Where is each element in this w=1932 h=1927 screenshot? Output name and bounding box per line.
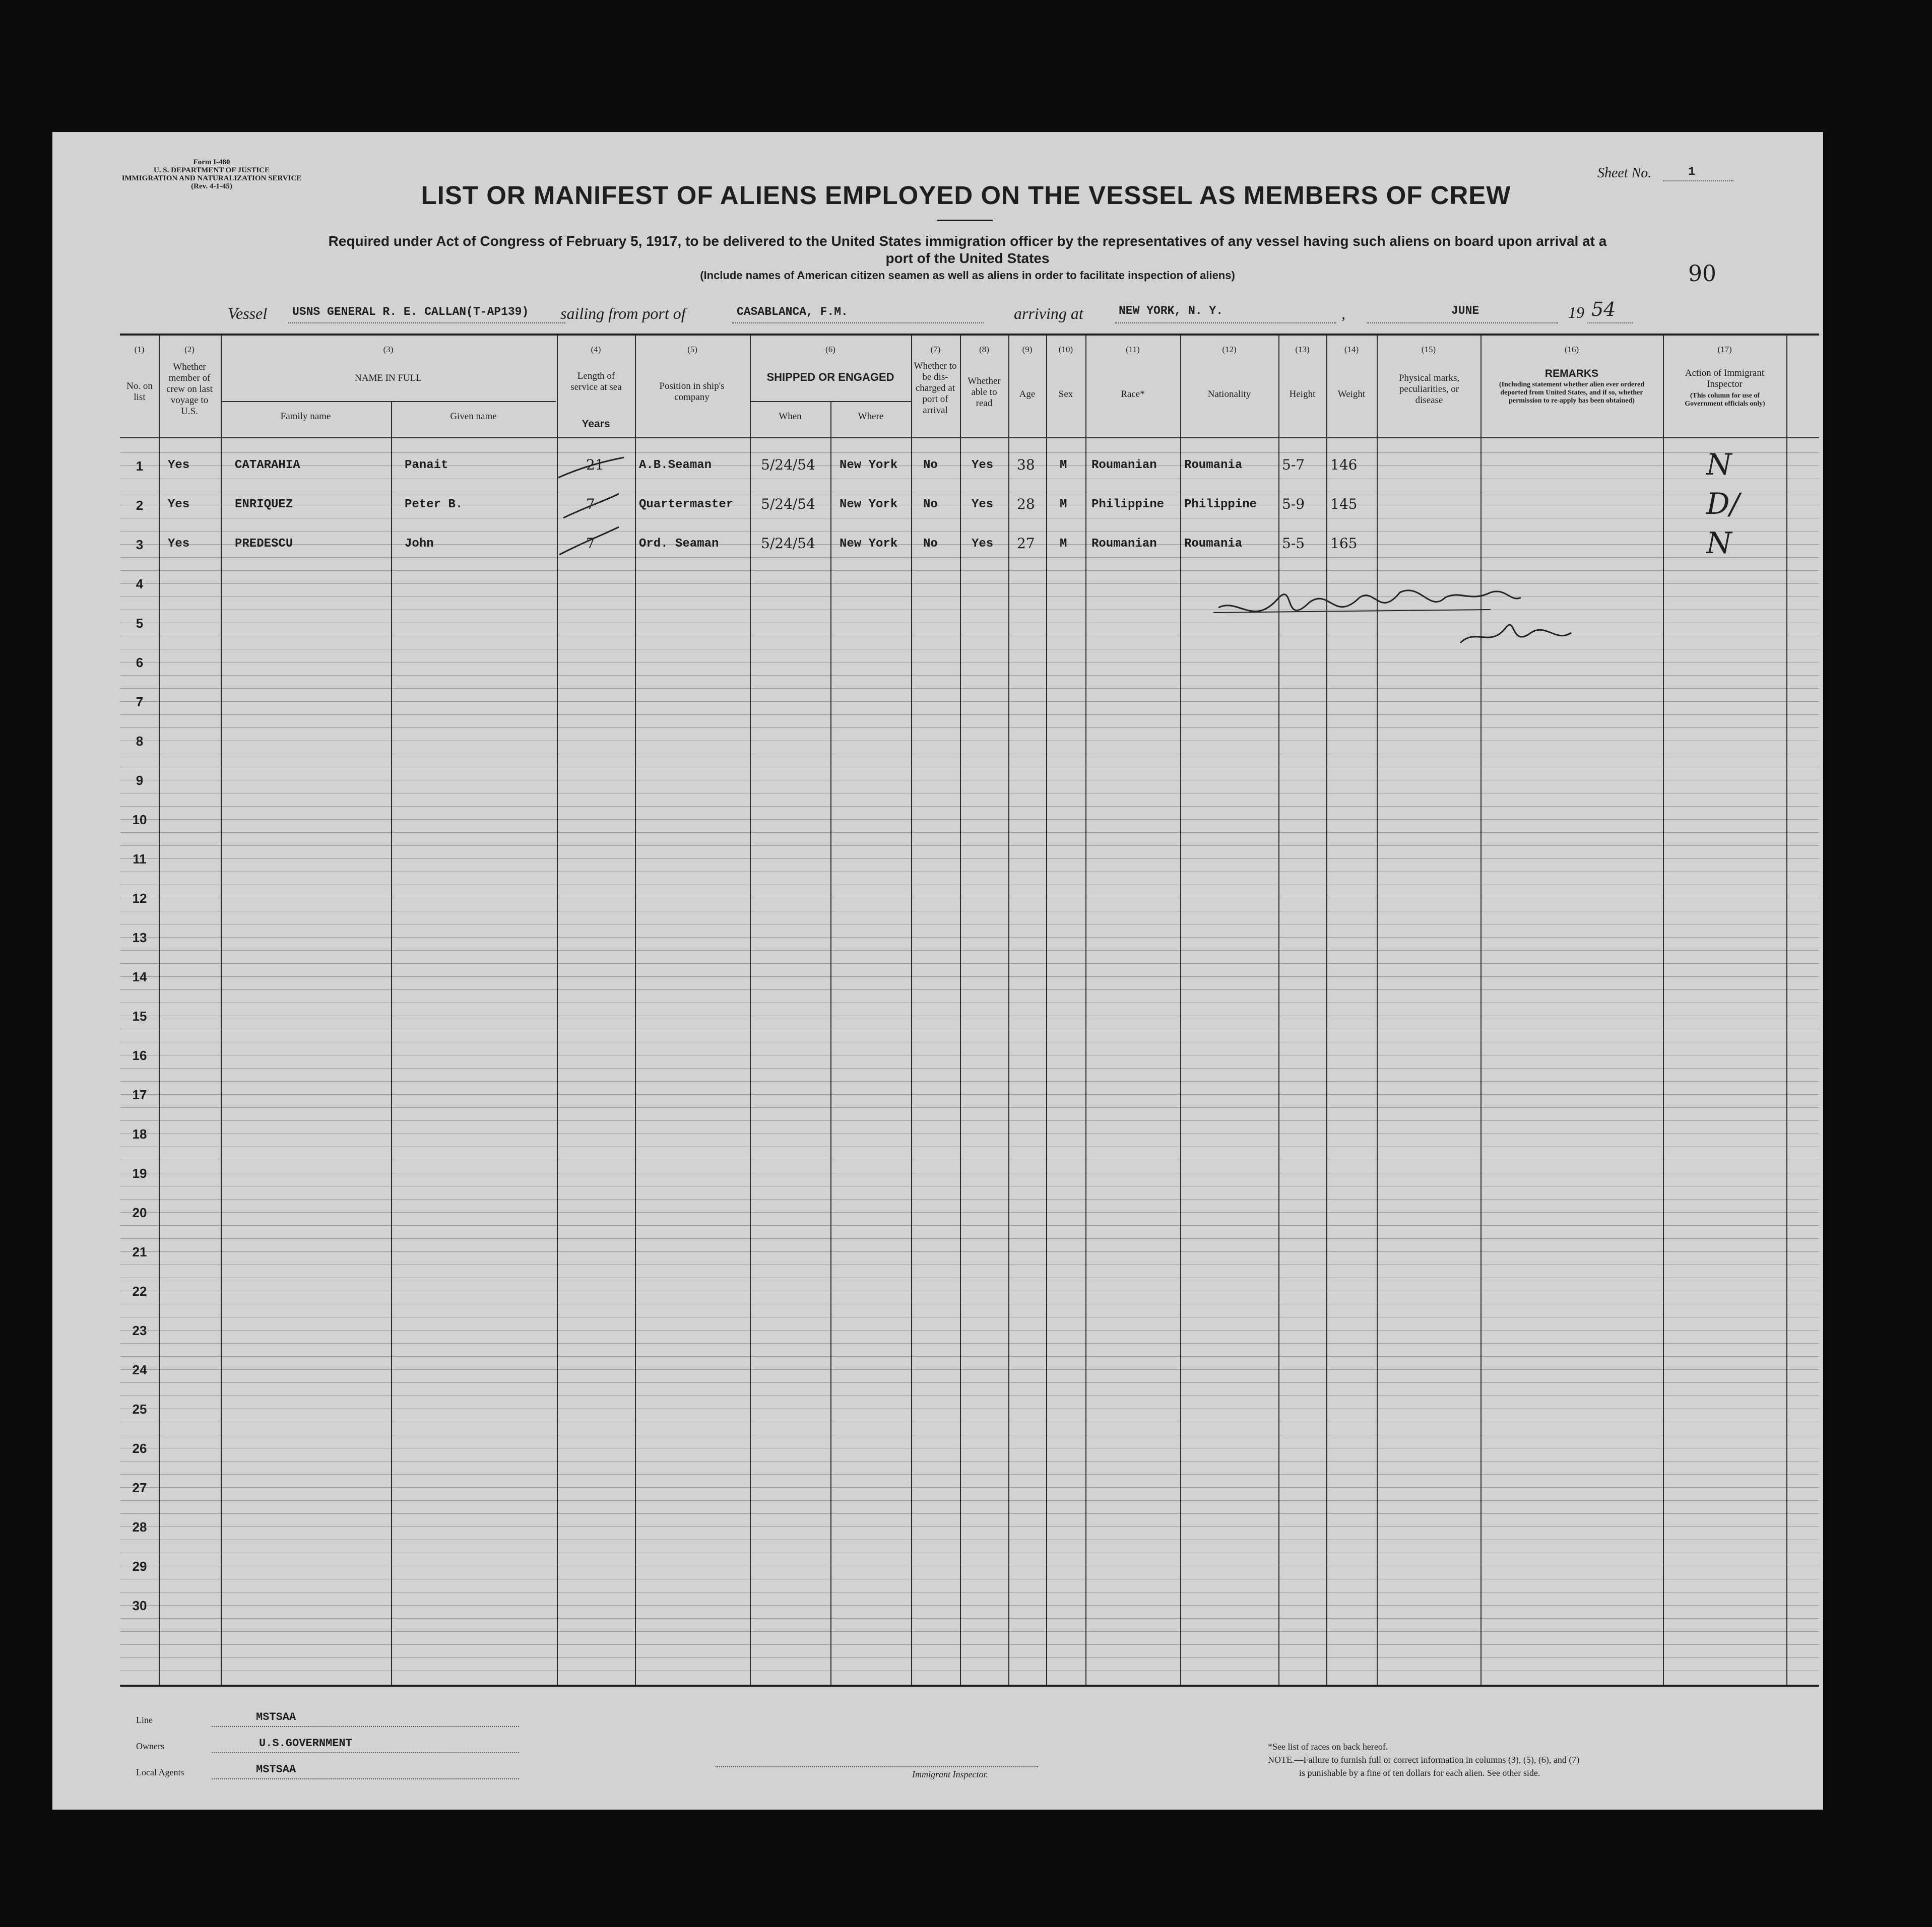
cell-sex: M (1060, 458, 1067, 472)
col-head-2: Whether member of crew on last voyage to U.S. (166, 362, 213, 417)
ruled-line (120, 1513, 1819, 1514)
ruled-line (120, 1356, 1819, 1357)
arrival-month: JUNE (1451, 304, 1479, 317)
row-number: 29 (132, 1559, 147, 1574)
vessel-dotline (288, 322, 565, 323)
sailing-label: sailing from port of (560, 304, 686, 322)
cell-last-voyage: Yes (168, 537, 190, 551)
cell-given: Panait (405, 458, 448, 472)
column-line (1046, 336, 1047, 1685)
row-number: 17 (132, 1087, 147, 1102)
ruled-line (120, 832, 1819, 833)
column-line (391, 401, 392, 1685)
cell-where: New York (840, 498, 898, 511)
row-number: 11 (133, 851, 147, 867)
col-num-8: (8) (979, 345, 989, 354)
ruled-line (120, 701, 1819, 702)
ruled-line (120, 950, 1819, 951)
cell-weight: 146 (1330, 456, 1358, 473)
col-head-9: Age (1019, 389, 1036, 400)
service-tally-marks (553, 451, 644, 567)
column-line (1326, 336, 1327, 1685)
row-number: 21 (132, 1244, 147, 1259)
row-number: 25 (132, 1402, 147, 1417)
cell-weight: 165 (1330, 535, 1358, 552)
ruled-line (120, 1120, 1819, 1121)
ruled-line (120, 452, 1819, 453)
col-num-11: (11) (1126, 345, 1140, 354)
row-number: 1 (136, 458, 144, 474)
col-head-10: Sex (1058, 389, 1073, 400)
cell-last-voyage: Yes (168, 498, 190, 511)
stamp-number: 90 (1688, 261, 1716, 287)
departure-port: CASABLANCA, F.M. (737, 305, 848, 318)
col-head-15: Physical marks, peculiarities, or disease (1398, 373, 1460, 406)
col-head-5: Position in ship's company (659, 381, 725, 403)
form-department: U. S. DEPARTMENT OF JUSTICE (153, 166, 270, 174)
cell-sex: M (1060, 537, 1067, 551)
col-head-3: NAME IN FULL (355, 373, 422, 383)
ruled-line (120, 937, 1819, 938)
col-head-3b: Given name (450, 411, 497, 422)
cell-nationality: Roumania (1184, 537, 1243, 551)
row-number: 2 (136, 498, 144, 513)
cell-discharged: No (923, 537, 938, 551)
ruled-line (120, 1657, 1819, 1658)
cell-service: 7 (586, 535, 595, 552)
ruled-line (120, 688, 1819, 689)
row-number: 30 (132, 1598, 147, 1613)
inspector-dotline (716, 1766, 1038, 1767)
ruled-line (120, 1382, 1819, 1383)
col-num-9: (9) (1022, 345, 1033, 354)
ruled-line (120, 1474, 1819, 1475)
races-note: *See list of races on back hereof. (1268, 1742, 1388, 1752)
ruled-line (120, 1605, 1819, 1606)
row-number: 5 (136, 616, 144, 631)
ruled-line (120, 963, 1819, 964)
col-head-6a: When (779, 411, 802, 422)
year-prefix: 19 (1568, 303, 1584, 321)
year-dotline (1587, 322, 1633, 323)
year-suffix: 54 (1591, 298, 1616, 320)
cell-discharged: No (923, 498, 938, 511)
col-head-4-unit: Years (582, 418, 610, 430)
cell-family: CATARAHIA (235, 458, 300, 472)
ruled-line (120, 1644, 1819, 1645)
cell-when: 5/24/54 (761, 496, 815, 512)
col-head-3a: Family name (280, 411, 331, 422)
cell-service: 7 (586, 496, 595, 512)
subtitle-line2: port of the United States (885, 250, 1050, 266)
ruled-line (120, 819, 1819, 820)
col-num-17: (17) (1717, 345, 1732, 354)
row-number: 14 (132, 969, 147, 984)
col-head-7: Whether to be dis-charged at port of arrival (914, 361, 957, 416)
ruled-line (120, 1081, 1819, 1082)
cell-position: Ord. Seaman (639, 537, 719, 551)
col-num-15: (15) (1421, 345, 1436, 354)
row-number: 27 (132, 1480, 147, 1495)
ruled-line (120, 1487, 1819, 1488)
port-dotline (732, 322, 984, 323)
cell-given: Peter B. (405, 498, 463, 511)
col-num-13: (13) (1295, 345, 1310, 354)
sheet-label: Sheet No. (1597, 165, 1652, 181)
row-number: 16 (132, 1048, 147, 1063)
ruled-line (120, 1107, 1819, 1108)
subtitle-note: (Include names of American citizen seamen as well as aliens in order to facilitate inspection of aliens) (700, 269, 1235, 282)
ruled-line (120, 1526, 1819, 1527)
cell-when: 5/24/54 (761, 535, 815, 552)
col-head-8: Whether able to read (968, 376, 1001, 409)
row-number: 13 (132, 930, 147, 945)
cell-given: John (405, 537, 434, 551)
ruled-line (120, 1199, 1819, 1200)
ruled-line (120, 1238, 1819, 1239)
row-number: 12 (132, 891, 147, 906)
name-subheader-rule (221, 401, 556, 402)
col-head-11: Race* (1121, 389, 1145, 400)
row-number: 22 (132, 1284, 147, 1299)
header-divider (120, 437, 1819, 438)
ruled-line (120, 1631, 1819, 1632)
row-number: 24 (132, 1362, 147, 1377)
cell-last-voyage: Yes (168, 458, 190, 472)
ruled-line (120, 557, 1819, 558)
sheet-number: 1 (1688, 165, 1696, 179)
ruled-line (120, 858, 1819, 859)
cell-race: Roumanian (1091, 458, 1157, 472)
col-head-16: REMARKS (1544, 368, 1599, 379)
cell-age: 27 (1017, 535, 1035, 552)
subtitle-line1: Required under Act of Congress of February 5, 1917, to be delivered to the United States immigration officer by the representatives of any vessel having such aliens on board upon arrival at a (328, 233, 1607, 249)
column-line (960, 336, 961, 1685)
col-num-4: (4) (591, 345, 601, 354)
ruled-line (120, 806, 1819, 807)
cell-read: Yes (972, 537, 994, 551)
cell-where: New York (840, 458, 898, 472)
title-underline (937, 220, 993, 221)
column-line (911, 336, 912, 1685)
cell-age: 38 (1017, 456, 1035, 473)
vessel-label: Vessel (228, 304, 268, 322)
row-number: 3 (136, 537, 144, 552)
cell-nationality: Roumania (1184, 458, 1243, 472)
col-head-14: Weight (1337, 389, 1366, 400)
inspector-signature (1208, 567, 1601, 668)
col-num-16: (16) (1564, 345, 1579, 354)
ruled-line (120, 714, 1819, 715)
arrival-port: NEW YORK, N. Y. (1119, 304, 1223, 317)
agents-value: MSTSAA (256, 1763, 296, 1776)
column-line (1786, 336, 1787, 1685)
column-line (1085, 336, 1086, 1685)
line-value: MSTSAA (256, 1711, 296, 1723)
ruled-line (120, 1500, 1819, 1501)
ruled-line (120, 727, 1819, 728)
col-head-13: Height (1289, 389, 1316, 400)
inspector-action: D/ (1706, 487, 1740, 521)
cell-read: Yes (972, 458, 994, 472)
line-label: Line (136, 1715, 153, 1725)
col-head-4: Length of service at sea (570, 371, 622, 392)
ruled-line (120, 989, 1819, 990)
col-num-10: (10) (1058, 345, 1073, 354)
column-line (1377, 336, 1378, 1685)
cell-service: 21 (586, 456, 604, 473)
cell-race: Philippine (1091, 498, 1165, 511)
line-dotline (212, 1726, 519, 1727)
row-number: 6 (136, 655, 144, 670)
cell-where: New York (840, 537, 898, 551)
row-number: 10 (132, 812, 147, 827)
inspector-action: N (1706, 526, 1732, 560)
col-head-16-note: (Including statement whether alien ever ordered deported from United States, and if so, whether permission to re-apply has been obtained) (1499, 381, 1645, 405)
cell-nationality: Philippine (1184, 498, 1257, 511)
owners-value: U.S.GOVERNMENT (259, 1737, 352, 1750)
column-line (1180, 336, 1181, 1685)
penalty-note-2: is punishable by a fine of ten dollars for each alien. See other side. (1299, 1768, 1540, 1778)
ruled-line (120, 1330, 1819, 1331)
vessel-name: USNS GENERAL R. E. CALLAN(T-AP139) (292, 305, 529, 318)
col-num-5: (5) (687, 345, 697, 354)
form-service: IMMIGRATION AND NATURALIZATION SERVICE (121, 174, 302, 182)
col-head-12: Nationality (1207, 389, 1251, 400)
column-line (1278, 336, 1279, 1685)
crew-table (120, 334, 1819, 1687)
ruled-line (120, 1094, 1819, 1095)
col-num-14: (14) (1344, 345, 1359, 354)
cell-position: A.B.Seaman (639, 458, 712, 472)
page-title: LIST OR MANIFEST OF ALIENS EMPLOYED ON THE VESSEL AS MEMBERS OF CREW (421, 181, 1511, 210)
form-number: Form I-480 (193, 158, 230, 166)
ruled-line (120, 1369, 1819, 1370)
cell-read: Yes (972, 498, 994, 511)
column-line (750, 336, 751, 1685)
ruled-line (120, 976, 1819, 977)
column-line (1663, 336, 1664, 1685)
inspector-label: Immigrant Inspector. (912, 1769, 988, 1779)
row-number: 28 (132, 1519, 147, 1535)
row-number: 18 (132, 1126, 147, 1142)
column-line (1480, 336, 1482, 1685)
ruled-line (120, 1225, 1819, 1226)
col-head-6: SHIPPED OR ENGAGED (766, 371, 894, 383)
ruled-line (120, 1212, 1819, 1213)
penalty-note-1: NOTE.—Failure to furnish full or correct information in columns (3), (5), (6), and (7) (1268, 1755, 1580, 1765)
column-line (221, 336, 222, 1685)
col-head-1: No. on list (126, 381, 153, 403)
column-line (159, 336, 160, 1685)
row-number: 9 (136, 773, 144, 788)
col-head-17-note: (This column for use of Government officials only) (1685, 392, 1765, 408)
col-num-3: (3) (383, 345, 394, 354)
ruled-line (120, 845, 1819, 846)
ruled-line (120, 1618, 1819, 1619)
cell-position: Quartermaster (639, 498, 734, 511)
cell-weight: 145 (1330, 496, 1358, 512)
ruled-line (120, 1251, 1819, 1252)
agents-label: Local Agents (136, 1767, 184, 1777)
col-num-12: (12) (1222, 345, 1237, 354)
row-number: 20 (132, 1205, 147, 1220)
col-head-6b: Where (858, 411, 884, 422)
ruled-line (120, 1068, 1819, 1069)
owners-label: Owners (136, 1741, 164, 1751)
col-num-6: (6) (825, 345, 835, 354)
col-head-17: Action of Immigrant Inspector (1685, 368, 1765, 389)
cell-height: 5-5 (1282, 535, 1305, 552)
form-revision: (Rev. 4-1-45) (191, 182, 232, 190)
agents-dotline (212, 1778, 519, 1779)
column-line (1008, 336, 1009, 1685)
row-number: 7 (136, 694, 144, 709)
col-num-1: (1) (134, 345, 145, 354)
cell-discharged: No (923, 458, 938, 472)
row-number: 26 (132, 1441, 147, 1456)
cell-height: 5-7 (1282, 456, 1305, 473)
row-number: 4 (136, 576, 144, 591)
ruled-line (120, 1343, 1819, 1344)
cell-family: PREDESCU (235, 537, 293, 551)
arriving-label: arriving at (1014, 304, 1083, 322)
comma: , (1341, 304, 1345, 322)
col-num-2: (2) (184, 345, 195, 354)
cell-height: 5-9 (1282, 496, 1305, 512)
cell-family: ENRIQUEZ (235, 498, 293, 511)
row-number: 8 (136, 734, 144, 749)
owners-dotline (212, 1752, 519, 1753)
row-number: 23 (132, 1323, 147, 1338)
column-line (830, 401, 831, 1685)
col-num-7: (7) (930, 345, 941, 354)
row-number: 15 (132, 1009, 147, 1024)
inspector-action: N (1706, 447, 1732, 482)
cell-age: 28 (1017, 496, 1035, 512)
cell-sex: M (1060, 498, 1067, 511)
ruled-line (120, 544, 1819, 545)
cell-when: 5/24/54 (761, 456, 815, 473)
month-dotline (1367, 322, 1558, 323)
cell-race: Roumanian (1091, 537, 1157, 551)
ruled-line (120, 675, 1819, 676)
row-number: 19 (132, 1166, 147, 1181)
arriving-dotline (1115, 322, 1336, 323)
